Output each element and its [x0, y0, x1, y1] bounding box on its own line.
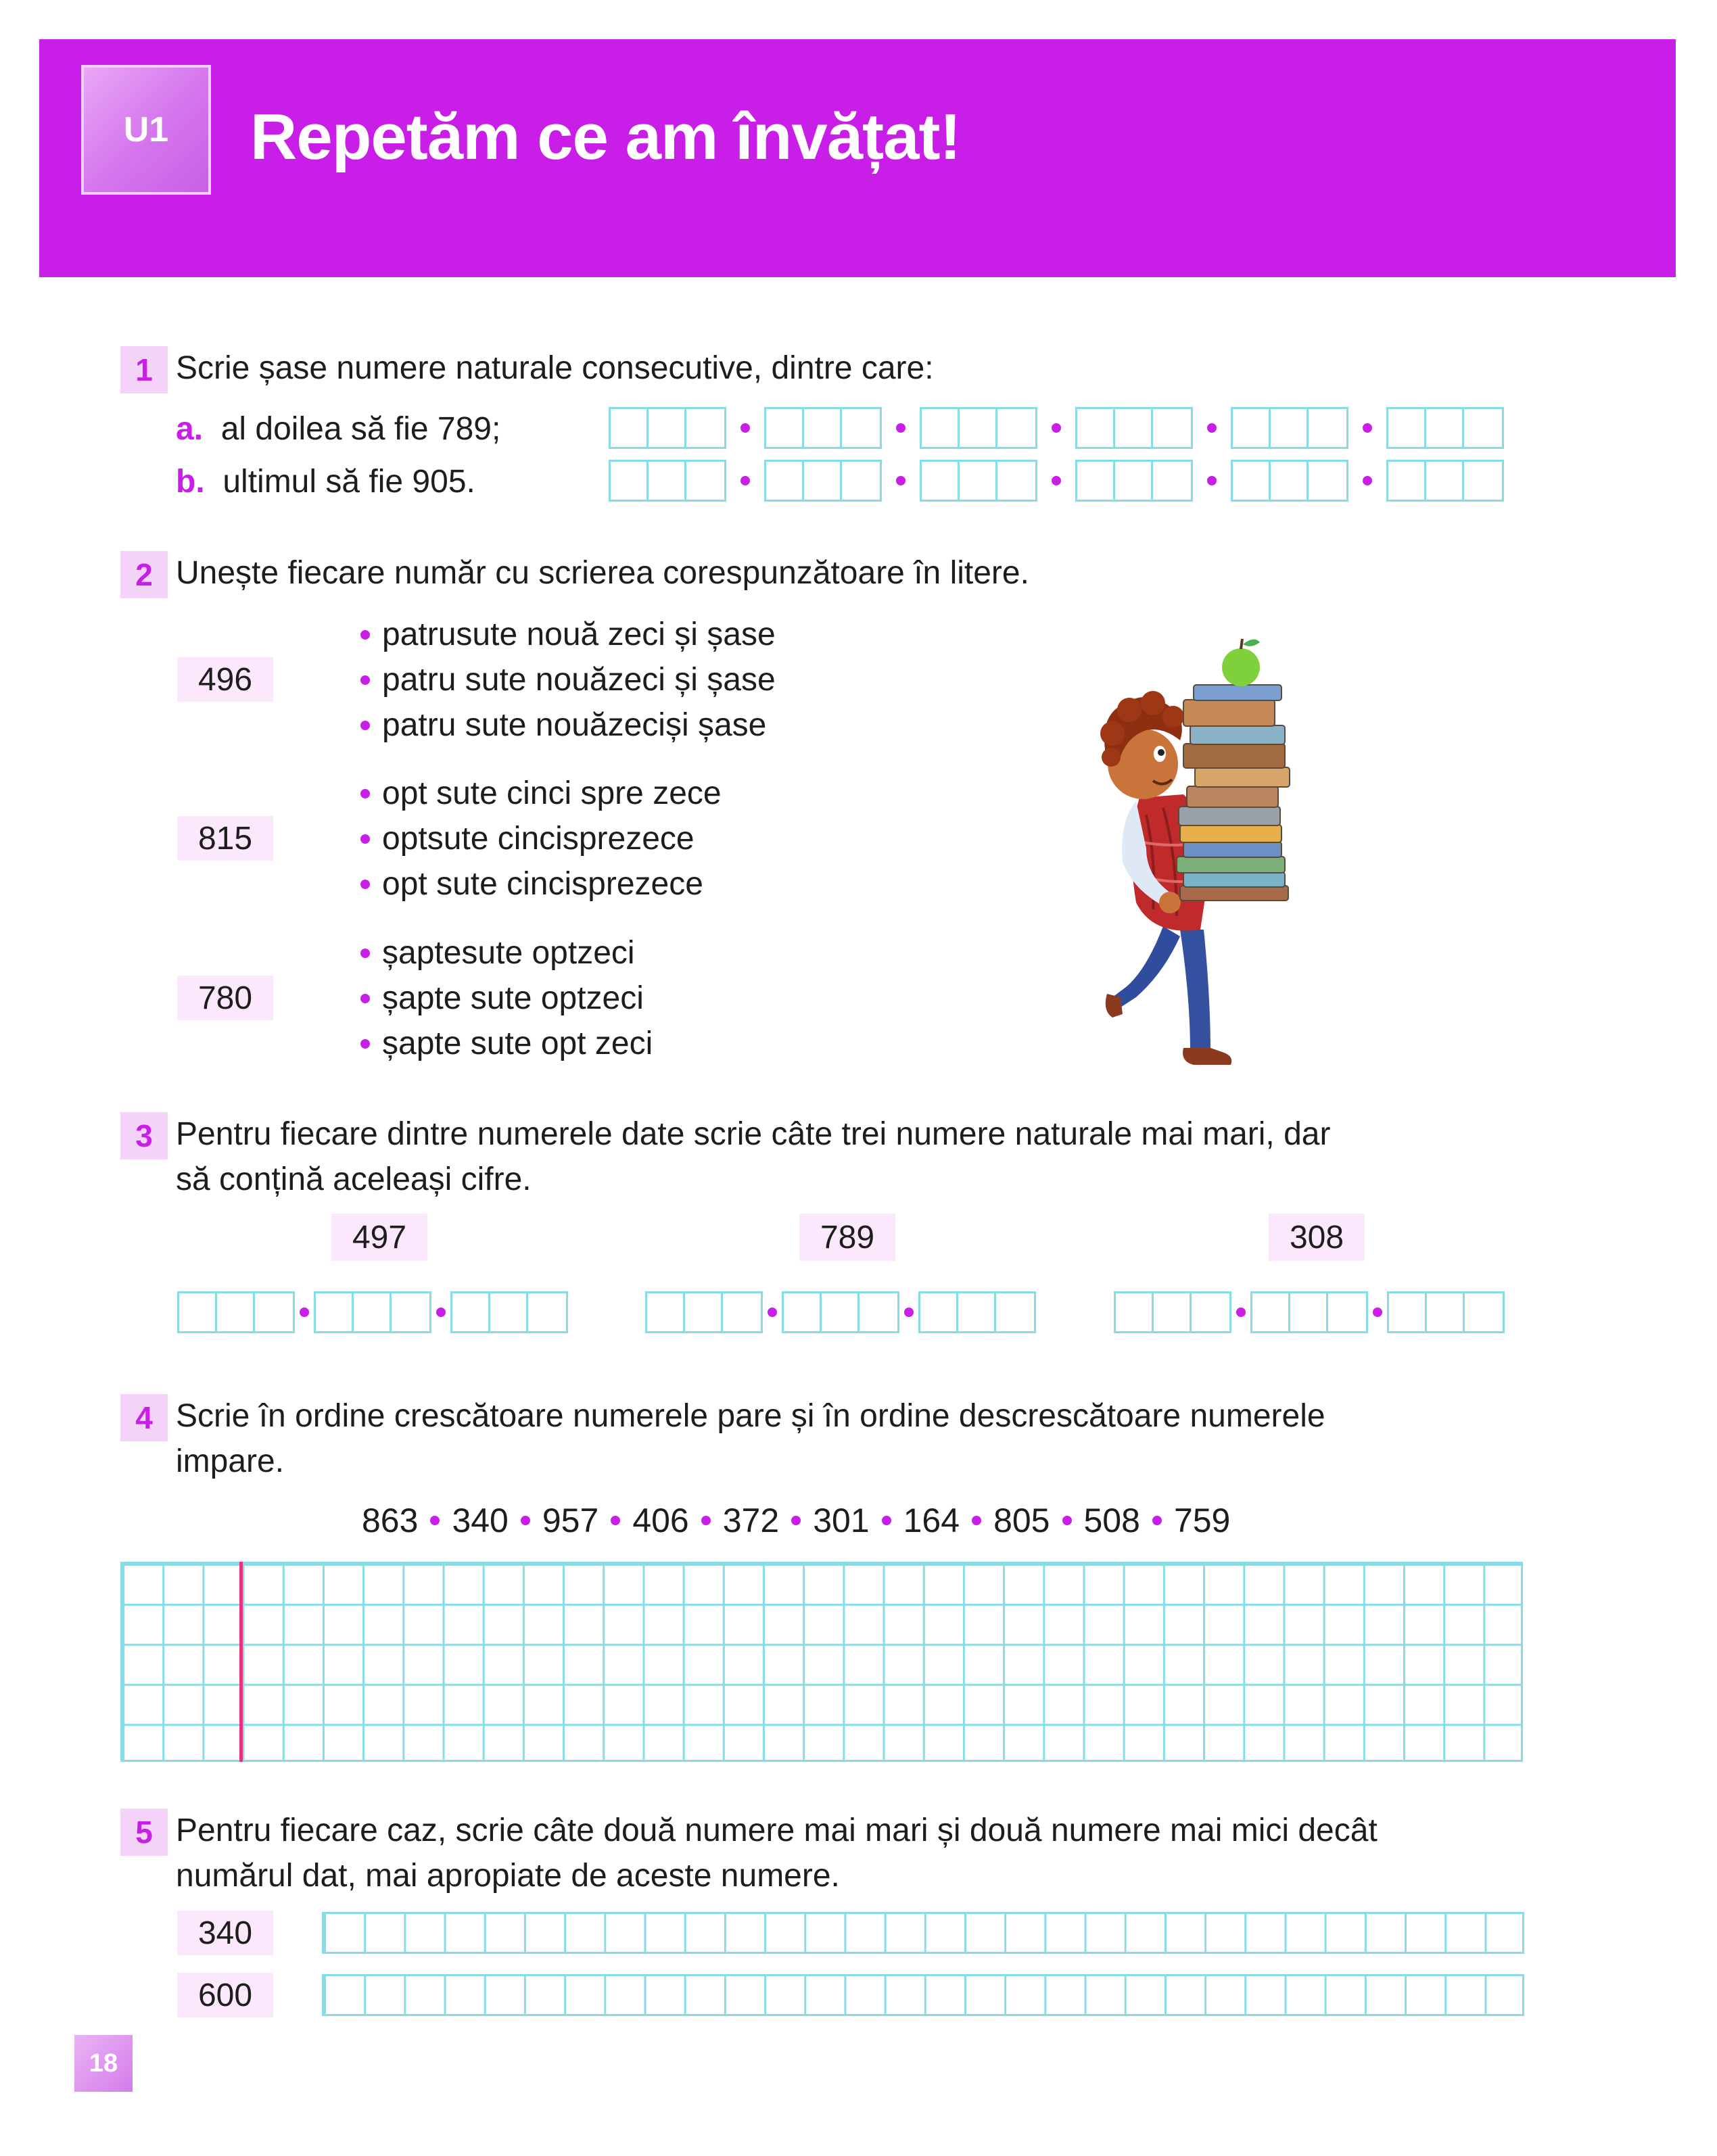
sequence-number: 805: [993, 1502, 1050, 1539]
answer-box[interactable]: [645, 1291, 763, 1333]
item-letter: a.: [176, 411, 204, 447]
exercise-4-instruction-line1: Scrie în ordine crescătoare numerele pare și în ordine descrescătoare numerele: [176, 1398, 1325, 1434]
answer-box[interactable]: [1387, 1291, 1505, 1333]
exercise-1a: [176, 407, 500, 452]
page-number: 18: [74, 2035, 133, 2092]
answer-box[interactable]: [764, 407, 882, 449]
separator-dot: [740, 423, 750, 433]
answer-box[interactable]: [918, 1291, 1036, 1333]
option-text: patrusute nouă zeci și șase: [382, 617, 776, 652]
sequence-number: 301: [813, 1502, 870, 1539]
number-sequence: [362, 1501, 1230, 1540]
sequence-number: 759: [1173, 1502, 1231, 1539]
item-text: al doilea să fie 789;: [220, 411, 501, 447]
options-815: [360, 771, 722, 907]
option-text: optsute cincisprezece: [382, 821, 695, 857]
answer-row-789: [645, 1291, 1036, 1333]
squared-writing-grid[interactable]: [120, 1562, 1523, 1762]
exercise-1-instruction: Scrie șase numere naturale consecutive, dintre care:: [176, 350, 934, 386]
answer-box[interactable]: [1114, 1291, 1231, 1333]
number-tag-340: 340: [177, 1911, 273, 1955]
boy-with-books-illustration: [1045, 619, 1329, 1078]
item-letter: b.: [176, 464, 205, 500]
number-tag-789: 789: [799, 1214, 895, 1261]
separator-dot: [1236, 1308, 1246, 1317]
exercise-4-instruction-line2: impare.: [176, 1443, 285, 1479]
answer-box[interactable]: [609, 407, 726, 449]
number-tag-496: 496: [177, 657, 273, 702]
separator-dot: [1052, 423, 1061, 433]
exercise-2-instruction: Unește fiecare număr cu scrierea corespunzătoare în litere.: [176, 555, 1029, 591]
separator-dot: [1207, 423, 1217, 433]
separator-dot: [300, 1308, 309, 1317]
options-780: [360, 930, 653, 1066]
option-item[interactable]: [360, 1021, 653, 1066]
page-title: Repetăm ce am învățat!: [250, 101, 961, 173]
option-item[interactable]: [360, 861, 722, 907]
separator-dot: [740, 476, 750, 485]
sequence-number: 406: [632, 1502, 689, 1539]
exercise-3-number: 3: [120, 1112, 168, 1159]
answer-row-497: [177, 1291, 568, 1333]
answer-box[interactable]: [1250, 1291, 1368, 1333]
answer-box[interactable]: [1386, 407, 1504, 449]
grid-margin-line: [239, 1562, 243, 1762]
separator-dot: [1363, 423, 1372, 433]
option-item[interactable]: [360, 816, 722, 861]
answer-row-1a: [609, 407, 1504, 449]
sequence-number: 957: [542, 1502, 599, 1539]
separator-dot: [768, 1308, 777, 1317]
exercise-5-instruction-line2: numărul dat, mai apropiate de aceste numere.: [176, 1858, 840, 1894]
answer-box[interactable]: [314, 1291, 431, 1333]
sequence-number: 340: [452, 1502, 509, 1539]
separator-dot: [904, 1308, 914, 1317]
answer-box[interactable]: [920, 460, 1037, 502]
number-tag-308: 308: [1269, 1214, 1365, 1261]
answer-box[interactable]: [920, 407, 1037, 449]
exercise-3-instruction-line2: să conțină aceleași cifre.: [176, 1161, 532, 1197]
sequence-number: 863: [362, 1502, 419, 1539]
option-text: șapte sute optzeci: [382, 980, 644, 1016]
sequence-number: 508: [1083, 1502, 1140, 1539]
answer-box[interactable]: [764, 460, 882, 502]
answer-box[interactable]: [1231, 460, 1348, 502]
unit-badge-label: U1: [123, 110, 169, 149]
number-tag-815: 815: [177, 816, 273, 861]
separator-dot: [896, 476, 905, 485]
item-text: ultimul să fie 905.: [222, 464, 475, 500]
unit-badge: [81, 65, 211, 195]
separator-dot: [1207, 476, 1217, 485]
answer-box[interactable]: [1075, 407, 1193, 449]
option-item[interactable]: [360, 930, 653, 976]
answer-box[interactable]: [177, 1291, 295, 1333]
answer-box[interactable]: [609, 460, 726, 502]
sequence-number: 372: [722, 1502, 780, 1539]
answer-strip-600[interactable]: [322, 1974, 1524, 2016]
option-text: șaptesute optzeci: [382, 935, 635, 971]
number-tag-600: 600: [177, 1973, 273, 2017]
separator-dot: [436, 1308, 446, 1317]
option-item[interactable]: [360, 657, 776, 702]
number-tag-780: 780: [177, 976, 273, 1020]
answer-strip-340[interactable]: [322, 1912, 1524, 1954]
exercise-5-number: 5: [120, 1808, 168, 1856]
answer-box[interactable]: [782, 1291, 899, 1333]
option-item[interactable]: [360, 771, 722, 816]
exercise-5-instruction-line1: Pentru fiecare caz, scrie câte două numere mai mari și două numere mai mici decât: [176, 1813, 1378, 1848]
answer-row-1b: [609, 460, 1504, 502]
exercise-4-number: 4: [120, 1394, 168, 1441]
option-text: patru sute nouăzeci și șase: [382, 662, 776, 698]
exercise-2-number: 2: [120, 551, 168, 598]
sequence-number: 164: [903, 1502, 960, 1539]
option-item[interactable]: [360, 612, 776, 657]
answer-box[interactable]: [450, 1291, 568, 1333]
option-item[interactable]: [360, 976, 653, 1021]
option-text: opt sute cinci spre zece: [382, 775, 722, 811]
option-text: șapte sute opt zeci: [382, 1026, 653, 1061]
options-496: [360, 612, 776, 748]
number-tag-497: 497: [331, 1214, 427, 1261]
separator-dot: [1363, 476, 1372, 485]
answer-box[interactable]: [1075, 460, 1193, 502]
separator-dot: [1373, 1308, 1382, 1317]
exercise-3-instruction-line1: Pentru fiecare dintre numerele date scrie câte trei numere naturale mai mari, dar: [176, 1116, 1331, 1152]
separator-dot: [1052, 476, 1061, 485]
answer-row-308: [1114, 1291, 1505, 1333]
option-text: opt sute cincisprezece: [382, 866, 703, 902]
exercise-1-number: 1: [120, 346, 168, 393]
answer-box[interactable]: [1231, 407, 1348, 449]
option-text: patru sute nouăzeciși șase: [382, 707, 767, 743]
separator-dot: [896, 423, 905, 433]
exercise-1b: [176, 460, 475, 504]
option-item[interactable]: [360, 702, 776, 748]
answer-box[interactable]: [1386, 460, 1504, 502]
